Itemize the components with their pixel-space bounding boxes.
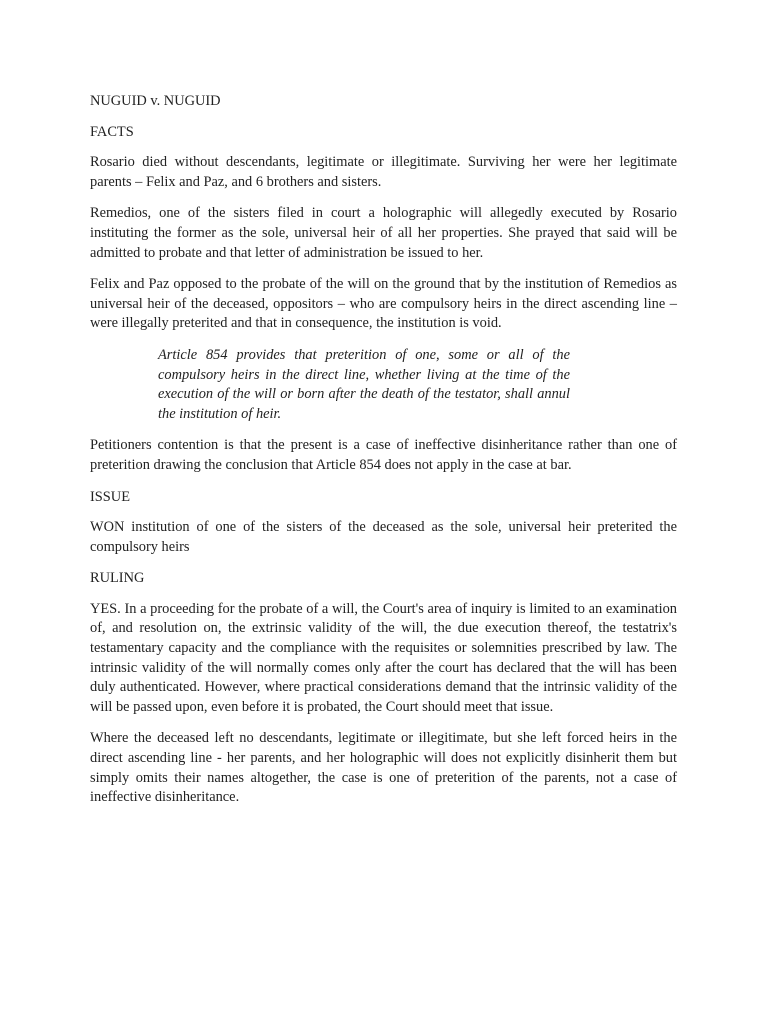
facts-heading: FACTS xyxy=(90,123,134,140)
ruling-paragraph-1: YES. In a proceeding for the probate of a will, the Court's area of inquiry is limited to an examination of, and resolution on, the extrinsic validity of the will, the due execution thereof, the testatrix's testamentary capacity and the compliance with the requisites or solemnities prescribed by law. The intrinsic validity of the will normally comes only after the court has declared that the will has been duly authenticated. However, where practical considerations demand that the intrinsic validity of the will be passed upon, even before it is probated, the Court should meet that issue. xyxy=(90,600,677,715)
document-page xyxy=(90,92,677,820)
ruling-heading: RULING xyxy=(90,570,145,587)
petitioners-contention-paragraph: Petitioners contention is that the present is a case of ineffective disinheritance rather than one of preterition drawing the conclusion that Article 854 does not apply in the case at bar. xyxy=(90,437,677,473)
article-854-quote: Article 854 provides that preterition of one, some or all of the compulsory heirs in the direct line, whether living at the time of the execution of the will or born after the death of the testator, shall annul the institution of heir. xyxy=(158,346,570,422)
issue-text: WON institution of one of the sisters of the deceased as the sole, universal heir preterited the compulsory heirs xyxy=(90,519,677,555)
facts-paragraph-3: Felix and Paz opposed to the probate of the will on the ground that by the institution of Remedios as universal heir of the deceased, oppositors – who are compulsory heirs in the direct ascending line – were illegally preterited and that in consequence, the institution is void. xyxy=(90,276,677,332)
facts-paragraph-2: Remedios, one of the sisters filed in court a holographic will allegedly executed by Rosario instituting the former as the sole, universal heir of all her properties. She prayed that said will be admitted to probate and that letter of administration be issued to her. xyxy=(90,205,677,261)
case-title: NUGUID v. NUGUID xyxy=(90,93,221,109)
ruling-paragraph-2: Where the deceased left no descendants, legitimate or illegitimate, but she left forced heirs in the direct ascending line - her parents, and her holographic will does not explicitly disinherit them but simply omits their names altogether, the case is one of preterition of the parents, not a case of ineffective disinheritance. xyxy=(90,730,677,806)
issue-heading: ISSUE xyxy=(90,488,130,505)
facts-paragraph-1: Rosario died without descendants, legitimate or illegitimate. Surviving her were her legitimate parents – Felix and Paz, and 6 brothers and sisters. xyxy=(90,154,677,190)
